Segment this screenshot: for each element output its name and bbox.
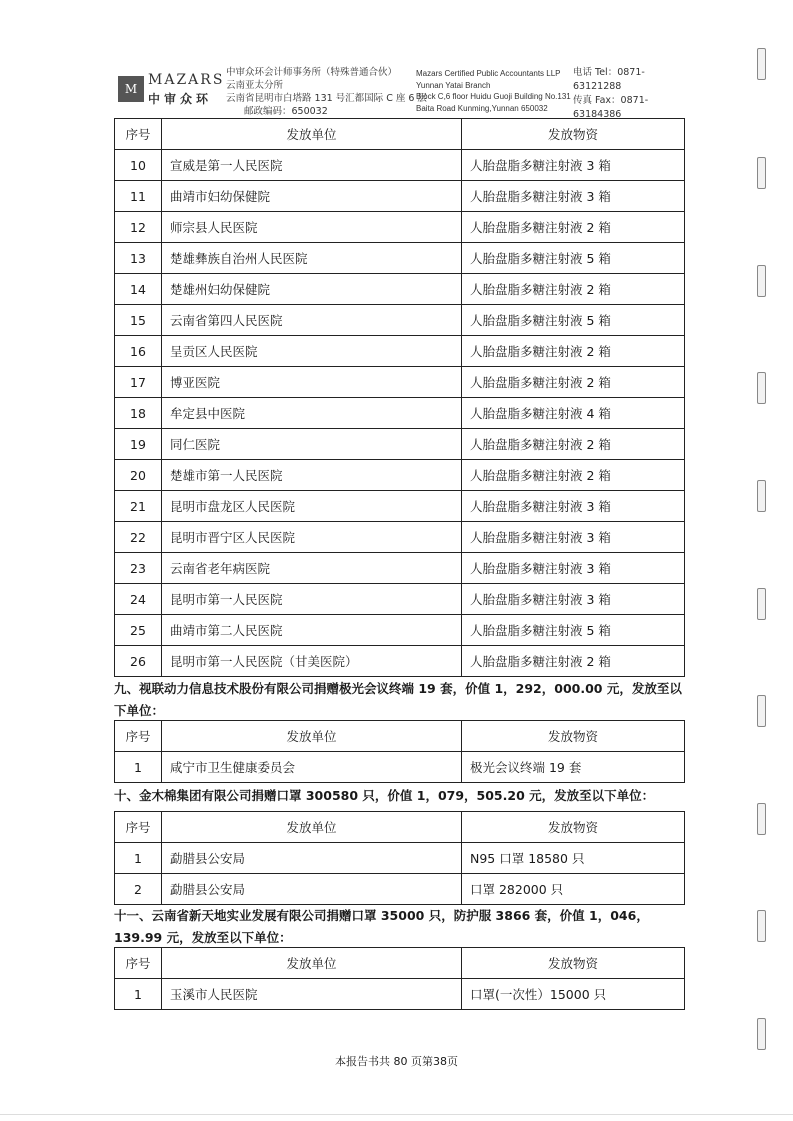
- cell-goods: 人胎盘脂多糖注射液 3 箱: [462, 181, 685, 212]
- binder-mark: [757, 910, 766, 942]
- cell-unit: 昆明市第一人民医院（甘美医院）: [162, 646, 462, 677]
- cell-unit: 楚雄彝族自治州人民医院: [162, 243, 462, 274]
- header-unit: 发放单位: [162, 812, 462, 843]
- cell-goods: 口罩(一次性）15000 只: [462, 979, 685, 1010]
- address-en-1: Block C,6 floor Huidu Guoji Building No.131: [416, 92, 571, 101]
- cell-goods: 人胎盘脂多糖注射液 3 箱: [462, 491, 685, 522]
- cell-no: 10: [115, 150, 162, 181]
- table-header-row: [115, 812, 685, 843]
- table-row: [115, 522, 685, 553]
- letterhead: [118, 64, 678, 120]
- logo-brand-cn: 中审众环: [148, 92, 213, 106]
- section-9-text: 九、视联动力信息技术股份有限公司捐赠极光会议终端 19 套，价值 1，292，000.00 元，发放至以下单位：: [114, 681, 682, 718]
- cell-no: 2: [115, 874, 162, 905]
- cell-unit: 勐腊县公安局: [162, 843, 462, 874]
- cell-goods: 人胎盘脂多糖注射液 2 箱: [462, 429, 685, 460]
- fax: 传真 Fax：0871-63184386: [573, 95, 649, 120]
- cell-unit: 昆明市第一人民医院: [162, 584, 462, 615]
- table-row: [115, 460, 685, 491]
- header-no: 序号: [115, 948, 162, 979]
- cell-goods: 人胎盘脂多糖注射液 5 箱: [462, 305, 685, 336]
- branch-name-en: Yunnan Yatai Branch: [416, 80, 491, 90]
- table-row: [115, 752, 685, 783]
- branch-name-cn: 云南亚太分所: [226, 80, 284, 91]
- cell-unit: 云南省第四人民医院: [162, 305, 462, 336]
- header-goods: 发放物资: [462, 948, 685, 979]
- cell-no: 11: [115, 181, 162, 212]
- table-row: [115, 615, 685, 646]
- cell-no: 14: [115, 274, 162, 305]
- binder-mark: [757, 803, 766, 835]
- table-row: [115, 212, 685, 243]
- cell-no: 1: [115, 843, 162, 874]
- table-row: [115, 429, 685, 460]
- cell-no: 25: [115, 615, 162, 646]
- cell-goods: 人胎盘脂多糖注射液 4 箱: [462, 398, 685, 429]
- table-row: [115, 367, 685, 398]
- cell-goods: 极光会议终端 19 套: [462, 752, 685, 783]
- cell-unit: 楚雄州妇幼保健院: [162, 274, 462, 305]
- firm-name-en: Mazars Certified Public Accountants LLP: [416, 69, 561, 78]
- cell-unit: 云南省老年病医院: [162, 553, 462, 584]
- postcode-cn: 邮政编码：650032: [244, 106, 328, 117]
- cell-no: 21: [115, 491, 162, 522]
- binder-mark: [757, 1018, 766, 1050]
- header-goods: 发放物资: [462, 721, 685, 752]
- cell-unit: 牟定县中医院: [162, 398, 462, 429]
- header-no: 序号: [115, 119, 162, 150]
- header-no: 序号: [115, 812, 162, 843]
- cell-no: 22: [115, 522, 162, 553]
- cell-goods: 人胎盘脂多糖注射液 2 箱: [462, 367, 685, 398]
- mazars-logo: [118, 72, 226, 108]
- table-row: [115, 874, 685, 905]
- header-goods: 发放物资: [462, 119, 685, 150]
- section-10-text: 十、金木棉集团有限公司捐赠口罩 300580 只，价值 1，079，505.20 元，发放至以下单位：: [114, 788, 655, 803]
- cell-no: 1: [115, 979, 162, 1010]
- cell-no: 17: [115, 367, 162, 398]
- firm-address-en: [416, 68, 571, 114]
- table-row: [115, 336, 685, 367]
- header-unit: 发放单位: [162, 948, 462, 979]
- section-11-text: 十一、云南省新天地实业发展有限公司捐赠口罩 35000 只，防护服 3866 套，价值 1，046，139.99 元，发放至以下单位：: [114, 908, 649, 945]
- cell-unit: 呈贡区人民医院: [162, 336, 462, 367]
- cell-unit: 同仁医院: [162, 429, 462, 460]
- table-row: [115, 584, 685, 615]
- distribution-table-4: [114, 947, 685, 1010]
- table-row: [115, 491, 685, 522]
- table-row: [115, 181, 685, 212]
- header-unit: 发放单位: [162, 119, 462, 150]
- table-row: [115, 305, 685, 336]
- page-footer: 本报告书共 80 页第38页: [335, 1055, 458, 1068]
- cell-goods: 人胎盘脂多糖注射液 5 箱: [462, 615, 685, 646]
- cell-no: 1: [115, 752, 162, 783]
- cell-unit: 曲靖市第二人民医院: [162, 615, 462, 646]
- header-no: 序号: [115, 721, 162, 752]
- cell-no: 26: [115, 646, 162, 677]
- cell-goods: 人胎盘脂多糖注射液 3 箱: [462, 150, 685, 181]
- header-goods: 发放物资: [462, 812, 685, 843]
- cell-goods: 口罩 282000 只: [462, 874, 685, 905]
- cell-goods: 人胎盘脂多糖注射液 2 箱: [462, 274, 685, 305]
- cell-unit: 玉溪市人民医院: [162, 979, 462, 1010]
- table-row: [115, 979, 685, 1010]
- table-row: [115, 243, 685, 274]
- table-row: [115, 150, 685, 181]
- header-unit: 发放单位: [162, 721, 462, 752]
- address-cn: 云南省昆明市白塔路 131 号汇都国际 C 座 6 层: [226, 93, 427, 104]
- cell-unit: 曲靖市妇幼保健院: [162, 181, 462, 212]
- table-row: [115, 843, 685, 874]
- table-header-row: [115, 119, 685, 150]
- binder-mark: [757, 157, 766, 189]
- cell-unit: 楚雄市第一人民医院: [162, 460, 462, 491]
- cell-goods: 人胎盘脂多糖注射液 2 箱: [462, 646, 685, 677]
- address-en-2: Baita Road Kunming,Yunnan 650032: [416, 103, 548, 113]
- cell-no: 13: [115, 243, 162, 274]
- logo-brand: MAZARS: [148, 72, 225, 88]
- table-header-row: [115, 948, 685, 979]
- cell-no: 20: [115, 460, 162, 491]
- distribution-table-1: [114, 118, 685, 677]
- cell-goods: 人胎盘脂多糖注射液 3 箱: [462, 584, 685, 615]
- cell-unit: 勐腊县公安局: [162, 874, 462, 905]
- cell-goods: 人胎盘脂多糖注射液 2 箱: [462, 336, 685, 367]
- cell-goods: 人胎盘脂多糖注射液 2 箱: [462, 460, 685, 491]
- cell-goods: N95 口罩 18580 只: [462, 843, 685, 874]
- binder-mark: [757, 372, 766, 404]
- logo-mark-icon: M: [118, 76, 144, 102]
- binder-mark: [757, 48, 766, 80]
- firm-name-cn: 中审众环会计师事务所（特殊普通合伙）: [226, 67, 398, 78]
- cell-goods: 人胎盘脂多糖注射液 5 箱: [462, 243, 685, 274]
- cell-unit: 昆明市晋宁区人民医院: [162, 522, 462, 553]
- telephone: 电话 Tel：0871-63121288: [573, 67, 645, 92]
- cell-goods: 人胎盘脂多糖注射液 3 箱: [462, 522, 685, 553]
- page-edge: [0, 1114, 793, 1115]
- cell-no: 12: [115, 212, 162, 243]
- contact-info: [573, 66, 678, 122]
- cell-unit: 昆明市盘龙区人民医院: [162, 491, 462, 522]
- table-row: [115, 398, 685, 429]
- distribution-table-3: [114, 811, 685, 905]
- cell-goods: 人胎盘脂多糖注射液 3 箱: [462, 553, 685, 584]
- binder-mark: [757, 695, 766, 727]
- cell-no: 23: [115, 553, 162, 584]
- cell-no: 16: [115, 336, 162, 367]
- cell-goods: 人胎盘脂多糖注射液 2 箱: [462, 212, 685, 243]
- cell-unit: 师宗县人民医院: [162, 212, 462, 243]
- table-header-row: [115, 721, 685, 752]
- binder-mark: [757, 480, 766, 512]
- distribution-table-2: [114, 720, 685, 783]
- cell-no: 18: [115, 398, 162, 429]
- cell-no: 19: [115, 429, 162, 460]
- firm-address-cn: [226, 66, 427, 118]
- cell-no: 24: [115, 584, 162, 615]
- table-row: [115, 274, 685, 305]
- binder-mark: [757, 265, 766, 297]
- cell-no: 15: [115, 305, 162, 336]
- cell-unit: 咸宁市卫生健康委员会: [162, 752, 462, 783]
- cell-unit: 宣威是第一人民医院: [162, 150, 462, 181]
- table-row: [115, 646, 685, 677]
- table-row: [115, 553, 685, 584]
- cell-unit: 博亚医院: [162, 367, 462, 398]
- binder-mark: [757, 588, 766, 620]
